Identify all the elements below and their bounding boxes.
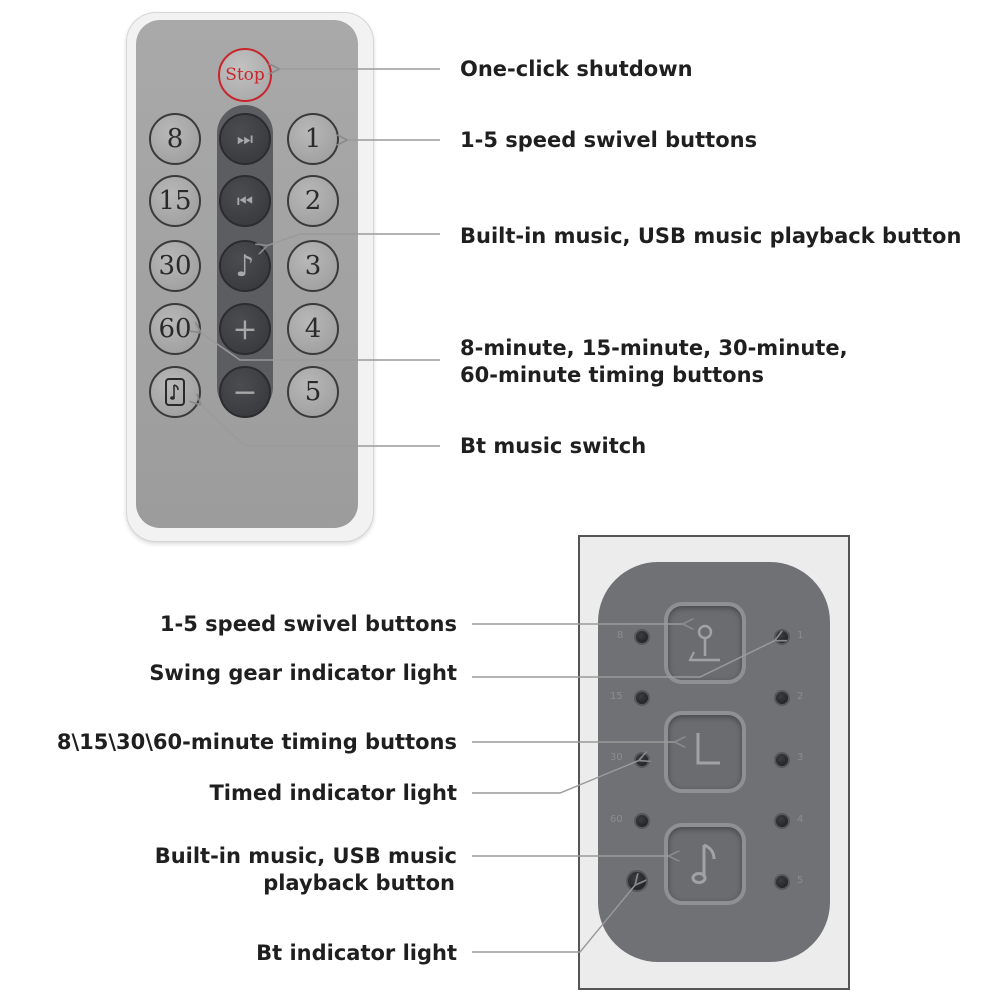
timer-15-button[interactable] (149, 175, 201, 227)
timer-30-button[interactable] (149, 240, 201, 292)
panel-mark-15: 15 (610, 691, 623, 702)
label-bt-indicator-light: Bt indicator light (256, 941, 457, 965)
speed-2-button[interactable] (287, 175, 339, 227)
timer-30-indicator-light (634, 752, 650, 768)
label-panel-music-line1: Built-in music, USB music (154, 844, 457, 868)
panel-music-button[interactable] (664, 823, 746, 905)
label-one-click-shutdown: One-click shutdown (460, 57, 693, 81)
label-panel-speed-buttons: 1-5 speed swivel buttons (159, 612, 457, 636)
speed-5-indicator-light (774, 874, 790, 890)
bt-indicator-light (626, 870, 648, 892)
speed-1-indicator-light (774, 629, 790, 645)
phone-music-icon (162, 377, 188, 407)
speed-4-button[interactable] (287, 303, 339, 355)
label-swing-gear-light: Swing gear indicator light (149, 661, 457, 685)
speed-5-label: 5 (304, 377, 322, 407)
timer-60-indicator-light (634, 813, 650, 829)
next-track-button[interactable] (219, 113, 271, 165)
label-panel-timing-buttons: 8\15\30\60-minute timing buttons (56, 730, 457, 754)
speed-2-label: 2 (304, 186, 322, 216)
panel-mark-30: 30 (610, 752, 623, 763)
speed-1-button[interactable] (287, 113, 339, 165)
label-remote-timing-line2: 60-minute timing buttons (460, 363, 765, 387)
timer-60-label: 60 (158, 314, 192, 344)
timer-8-label: 8 (166, 124, 184, 154)
label-remote-music-button: Built-in music, USB music playback button (460, 224, 962, 248)
timer-60-button[interactable] (149, 303, 201, 355)
timer-15-label: 15 (158, 186, 192, 216)
panel-mark-60: 60 (610, 814, 623, 825)
speed-1-label: 1 (304, 124, 322, 154)
label-bt-music-switch: Bt music switch (460, 434, 647, 458)
previous-track-icon: ⏮ (236, 190, 254, 212)
swing-icon (668, 606, 742, 680)
timer-8-button[interactable] (149, 113, 201, 165)
speed-3-button[interactable] (287, 240, 339, 292)
speed-5-button[interactable] (287, 366, 339, 418)
music-note-icon (668, 827, 742, 901)
timer-15-indicator-light (634, 690, 650, 706)
panel-mark-5: 5 (797, 875, 804, 886)
panel-mark-1: 1 (797, 630, 804, 641)
panel-mark-8: 8 (617, 630, 624, 641)
plus-icon: + (232, 311, 258, 347)
bt-music-button[interactable] (149, 366, 201, 418)
speed-3-label: 3 (304, 251, 322, 281)
music-button[interactable] (219, 240, 271, 292)
panel-mark-2: 2 (797, 691, 804, 702)
music-note-icon: ♪ (235, 248, 255, 284)
previous-track-button[interactable] (219, 175, 271, 227)
speed-2-indicator-light (774, 690, 790, 706)
stop-button[interactable] (218, 48, 272, 102)
label-timed-light: Timed indicator light (209, 781, 457, 805)
panel-swing-button[interactable] (664, 602, 746, 684)
panel-mark-4: 4 (797, 814, 804, 825)
timer-30-label: 30 (158, 251, 192, 281)
label-panel-music-line2: playback button (263, 871, 455, 895)
next-track-icon: ⏭ (236, 128, 254, 150)
speed-3-indicator-light (774, 752, 790, 768)
timer-8-indicator-light (634, 629, 650, 645)
clock-icon (668, 715, 742, 789)
minus-icon: − (232, 374, 258, 410)
minus-button[interactable] (219, 366, 271, 418)
stop-label: Stop (225, 65, 265, 85)
speed-4-label: 4 (304, 314, 322, 344)
plus-button[interactable] (219, 303, 271, 355)
panel-timer-button[interactable] (664, 711, 746, 793)
label-remote-timing-line1: 8-minute, 15-minute, 30-minute, (460, 336, 848, 360)
panel-mark-3: 3 (797, 752, 804, 763)
speed-4-indicator-light (774, 813, 790, 829)
label-remote-speed-buttons: 1-5 speed swivel buttons (460, 128, 758, 152)
